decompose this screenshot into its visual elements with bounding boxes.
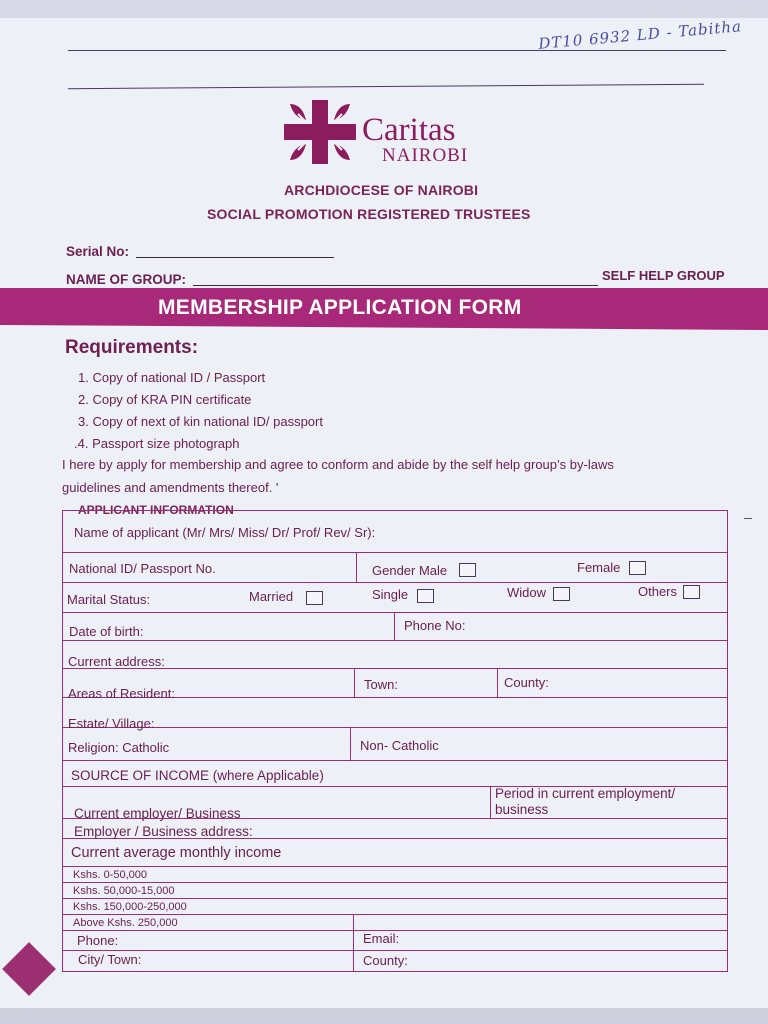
period-label-line1: Period in current employment/ [495,786,676,801]
row-divider [62,914,728,915]
county-label: County: [504,675,549,690]
current-address-label: Current address: [68,654,165,669]
row-divider [62,552,728,553]
period-label-line2: business [495,802,549,817]
col-divider [497,668,498,697]
group-name-underline[interactable] [193,285,598,286]
org-line-trustees: SOCIAL PROMOTION REGISTERED TRUSTEES [207,206,531,222]
gender-female-checkbox[interactable] [629,561,646,575]
applicant-section-title: APPLICANT INFORMATION [78,503,234,517]
handwritten-note: DT10 6932 LD - Tabitha [537,17,743,53]
requirement-item: 2. Copy of KRA PIN certificate [78,392,252,407]
form-title: MEMBERSHIP APPLICATION FORM [158,296,522,319]
income-range-option: Kshs. 50,000-15,000 [73,885,175,897]
requirement-item: 3. Copy of next of kin national ID/ passport [78,414,323,429]
email-label: Email: [363,931,400,946]
national-id-label: National ID/ Passport No. [69,561,216,576]
row-divider [62,582,728,583]
row-divider [62,760,728,761]
row-divider [62,950,728,951]
dob-label: Date of birth: [69,624,144,639]
others-label: Others [638,584,678,599]
group-suffix-label: SELF HELP GROUP [602,268,725,283]
caritas-cross-logo-icon [284,100,356,164]
town-label: Town: [364,677,398,692]
requirement-item: 1. Copy of national ID / Passport [78,370,266,385]
employer-address-label: Employer / Business address: [74,824,253,839]
marital-status-label: Marital Status: [67,592,151,607]
background-strip [0,1008,768,1024]
row-divider [62,727,728,728]
declaration-line-2: guidelines and amendments thereof. ' [62,480,279,495]
single-label: Single [372,587,409,602]
logo-wordmark: Caritas [362,112,456,148]
col-divider [490,786,491,818]
employer-label: Current employer/ Business [74,806,241,821]
married-label: Married [249,589,294,604]
others-checkbox[interactable] [683,585,700,599]
county-2-label: County: [363,953,408,968]
gender-female-label: Female [577,560,621,575]
non-catholic-label: Non- Catholic [360,738,439,753]
gender-male-checkbox[interactable] [459,563,476,577]
phone-no-label: Phone No: [404,618,466,633]
col-divider [354,668,355,697]
row-divider [62,866,728,867]
group-name-label: NAME OF GROUP: [66,272,186,287]
widow-checkbox[interactable] [553,587,570,601]
margin-mark [744,518,752,519]
income-range-option: Above Kshs. 250,000 [73,917,178,929]
requirement-item: .4. Passport size photograph [74,436,240,451]
areas-resident-label: Areas of Resident: [68,686,175,701]
org-line-archdiocese: ARCHDIOCESE OF NAIROBI [284,182,479,198]
income-source-title: SOURCE OF INCOME (where Applicable) [71,768,324,783]
married-checkbox[interactable] [306,591,323,605]
requirements-title: Requirements: [65,337,199,358]
single-checkbox[interactable] [417,589,434,603]
top-line-1 [68,50,726,51]
logo-subtitle: NAIROBI [382,145,469,166]
religion-catholic-label: Religion: Catholic [68,740,170,755]
applicant-name-label: Name of applicant (Mr/ Mrs/ Miss/ Dr/ Prof/ Rev/ Sr): [74,525,376,540]
row-divider [62,612,728,613]
estate-label: Estate/ Village: [68,716,155,731]
income-range-option: Kshs. 0-50,000 [73,869,147,881]
col-divider [350,727,351,760]
col-divider [356,552,357,582]
income-range-option: Kshs. 150,000-250,000 [73,901,187,913]
phone-label: Phone: [77,933,119,948]
row-divider [62,898,728,899]
widow-label: Widow [507,585,547,600]
declaration-line-1: I here by apply for membership and agree to conform and abide by the self help group’s by-laws [62,457,614,472]
city-town-label: City/ Town: [78,952,142,967]
serial-label: Serial No: [66,244,130,259]
serial-underline[interactable] [136,257,334,258]
col-divider [394,612,395,640]
row-divider [62,882,728,883]
avg-income-label: Current average monthly income [71,845,282,861]
gender-male-label: Gender Male [372,563,448,578]
col-divider [353,914,354,972]
row-divider [62,640,728,641]
